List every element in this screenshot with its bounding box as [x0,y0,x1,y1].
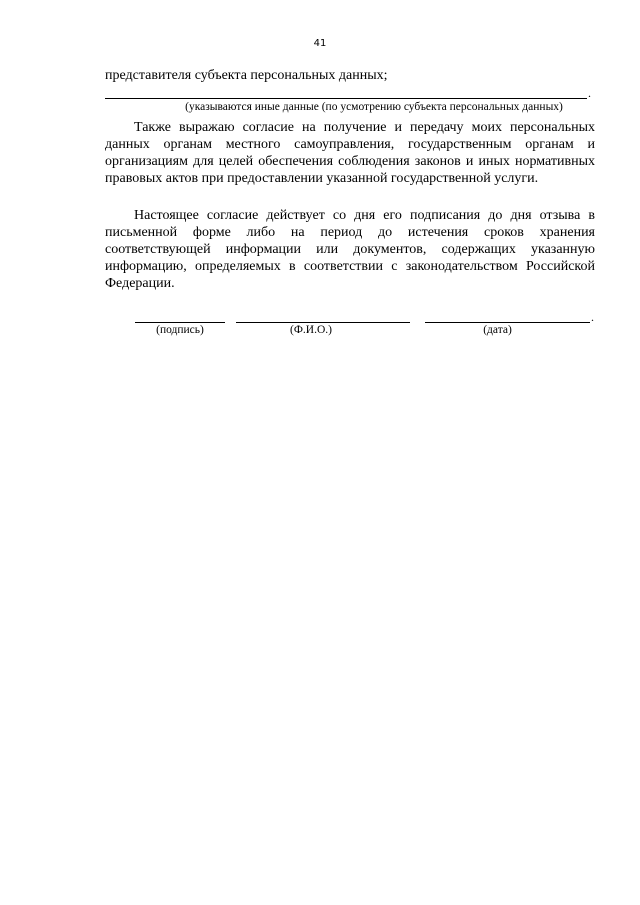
intro-line: представителя субъекта персональных данных; [105,68,388,83]
other-data-fill-line [105,98,587,99]
signature-line [135,322,225,323]
full-name-label: (Ф.И.О.) [290,324,332,336]
date-line [425,322,590,323]
signature-end-mark: . [591,310,594,324]
fill-line-end-mark: . [588,86,591,100]
full-name-line [236,322,410,323]
signature-label: (подпись) [156,324,204,336]
consent-paragraph-validity: Настоящее согласие действует со дня его подписания до дня отзыва в письменной форме либо на период до истечения сроков хранения соответствующей информации или документов, содержащих указанную информацию, определяемых в соответствии с законодательством Российской Федерации. [105,208,595,291]
page-number: 41 [313,38,327,49]
other-data-caption: (указываются иные данные (по усмотрению субъекта персональных данных) [185,101,563,113]
consent-paragraph-transfer: Также выражаю согласие на получение и передачу моих персональных данных органам местного самоуправления, государственным органам и организациям для целей обеспечения соблюдения законов и иных нормативных правовых актов при предоставлении указанной государственной услуги. [105,120,595,186]
date-label: (дата) [483,324,512,336]
